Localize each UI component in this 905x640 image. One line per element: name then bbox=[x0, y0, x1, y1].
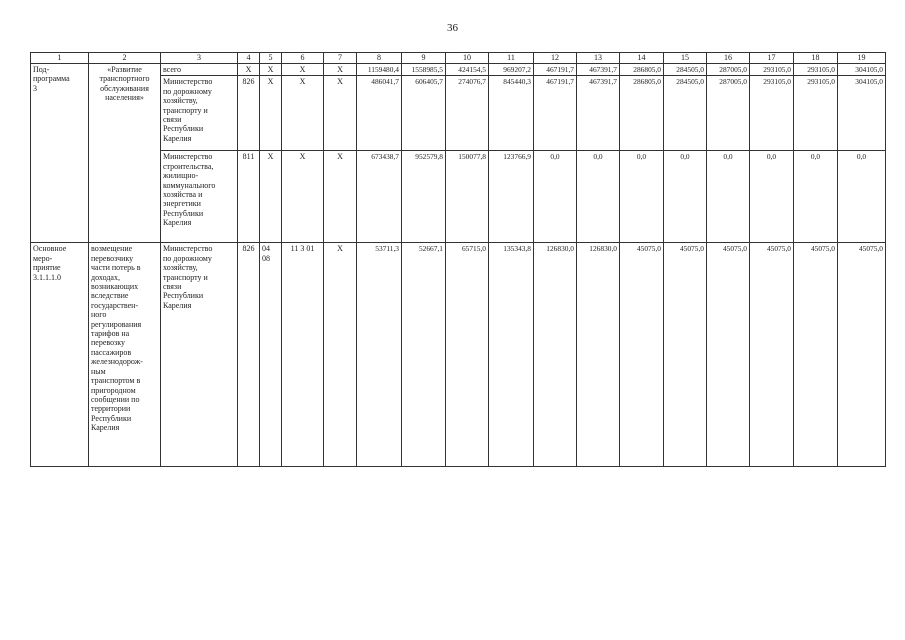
value-cell: 1159480,4 bbox=[357, 64, 402, 76]
value-cell: 284505,0 bbox=[664, 76, 707, 151]
value-cell: 123766,9 bbox=[489, 151, 534, 243]
value-cell: 952579,8 bbox=[402, 151, 446, 243]
value-cell: 45075,0 bbox=[838, 243, 886, 467]
column-header: 9 bbox=[402, 53, 446, 64]
value-cell: 1558985,5 bbox=[402, 64, 446, 76]
ministry-name: Министерство строительства, жилищно- коммунального хозяйства и энергетики Республики Карелия bbox=[161, 151, 238, 243]
value-cell: 274076,7 bbox=[446, 76, 489, 151]
column-header: 18 bbox=[794, 53, 838, 64]
subprogram-title: «Развитие транспортного обслуживания населения» bbox=[89, 64, 161, 243]
value-cell: 126830,0 bbox=[577, 243, 620, 467]
column-header: 2 bbox=[89, 53, 161, 64]
cell: 11 3 01 bbox=[282, 243, 324, 467]
column-header: 5 bbox=[260, 53, 282, 64]
cell: X bbox=[260, 76, 282, 151]
budget-table bbox=[30, 52, 886, 467]
column-header: 11 bbox=[489, 53, 534, 64]
value-cell: 45075,0 bbox=[794, 243, 838, 467]
value-cell: 845440,3 bbox=[489, 76, 534, 151]
value-cell: 126830,0 bbox=[534, 243, 577, 467]
table-row bbox=[31, 64, 886, 76]
value-cell: 293105,0 bbox=[750, 64, 794, 76]
ministry-name: Министерство по дорожному хозяйству, транспорту и связи Республики Карелия bbox=[161, 243, 238, 467]
cell: X bbox=[324, 151, 357, 243]
measure-description: возмещение перевозчику части потерь в доходах, возникающих вследствие государствен- ного регулирования тарифов на перевозку пассажиров железнодорож- ным транспортом в пригородном сообщении по территории Республики Карелия bbox=[89, 243, 161, 467]
value-cell: 304105,0 bbox=[838, 64, 886, 76]
value-cell: 65715,0 bbox=[446, 243, 489, 467]
value-cell: 293105,0 bbox=[794, 64, 838, 76]
column-header: 8 bbox=[357, 53, 402, 64]
subprogram-label: Под- программа 3 bbox=[31, 64, 89, 243]
column-header: 10 bbox=[446, 53, 489, 64]
value-cell: 424154,5 bbox=[446, 64, 489, 76]
column-header: 16 bbox=[707, 53, 750, 64]
value-cell: 0,0 bbox=[534, 151, 577, 243]
cell: 826 bbox=[238, 76, 260, 151]
column-header: 4 bbox=[238, 53, 260, 64]
cell: X bbox=[260, 64, 282, 76]
value-cell: 467391,7 bbox=[577, 76, 620, 151]
value-cell: 606405,7 bbox=[402, 76, 446, 151]
value-cell: 45075,0 bbox=[707, 243, 750, 467]
column-header: 3 bbox=[161, 53, 238, 64]
value-cell: 45075,0 bbox=[750, 243, 794, 467]
value-cell: 467191,7 bbox=[534, 76, 577, 151]
value-cell: 287005,0 bbox=[707, 64, 750, 76]
value-cell: 0,0 bbox=[794, 151, 838, 243]
value-cell: 293105,0 bbox=[750, 76, 794, 151]
value-cell: 0,0 bbox=[577, 151, 620, 243]
cell: X bbox=[282, 64, 324, 76]
cell: 811 bbox=[238, 151, 260, 243]
value-cell: 135343,8 bbox=[489, 243, 534, 467]
cell: X bbox=[324, 76, 357, 151]
column-header: 15 bbox=[664, 53, 707, 64]
cell: X bbox=[324, 64, 357, 76]
column-header: 6 bbox=[282, 53, 324, 64]
column-header: 12 bbox=[534, 53, 577, 64]
value-cell: 45075,0 bbox=[664, 243, 707, 467]
column-header: 13 bbox=[577, 53, 620, 64]
value-cell: 287005,0 bbox=[707, 76, 750, 151]
cell: X bbox=[260, 151, 282, 243]
value-cell: 293105,0 bbox=[794, 76, 838, 151]
value-cell: 0,0 bbox=[664, 151, 707, 243]
column-header: 1 bbox=[31, 53, 89, 64]
column-header: 14 bbox=[620, 53, 664, 64]
value-cell: 0,0 bbox=[707, 151, 750, 243]
page-number: 36 bbox=[447, 22, 458, 34]
value-cell: 284505,0 bbox=[664, 64, 707, 76]
value-cell: 304105,0 bbox=[838, 76, 886, 151]
value-cell: 0,0 bbox=[620, 151, 664, 243]
cell: X bbox=[238, 64, 260, 76]
measure-label: Основное меро- приятие 3.1.1.1.0 bbox=[31, 243, 89, 467]
value-cell: 45075,0 bbox=[620, 243, 664, 467]
value-cell: 53711,3 bbox=[357, 243, 402, 467]
total-label: всего bbox=[161, 64, 238, 76]
cell: X bbox=[282, 76, 324, 151]
value-cell: 286805,0 bbox=[620, 64, 664, 76]
value-cell: 150077,8 bbox=[446, 151, 489, 243]
value-cell: 0,0 bbox=[750, 151, 794, 243]
cell: 04 08 bbox=[260, 243, 282, 467]
cell: 826 bbox=[238, 243, 260, 467]
ministry-name: Министерство по дорожному хозяйству, транспорту и связи Республики Карелия bbox=[161, 76, 238, 151]
value-cell: 0,0 bbox=[838, 151, 886, 243]
value-cell: 467191,7 bbox=[534, 64, 577, 76]
value-cell: 467391,7 bbox=[577, 64, 620, 76]
value-cell: 286805,0 bbox=[620, 76, 664, 151]
value-cell: 486041,7 bbox=[357, 76, 402, 151]
cell: X bbox=[324, 243, 357, 467]
table-header-row bbox=[31, 53, 886, 64]
table-row bbox=[31, 243, 886, 467]
cell: X bbox=[282, 151, 324, 243]
column-header: 17 bbox=[750, 53, 794, 64]
value-cell: 673438,7 bbox=[357, 151, 402, 243]
value-cell: 969207,2 bbox=[489, 64, 534, 76]
column-header: 19 bbox=[838, 53, 886, 64]
value-cell: 52667,1 bbox=[402, 243, 446, 467]
column-header: 7 bbox=[324, 53, 357, 64]
